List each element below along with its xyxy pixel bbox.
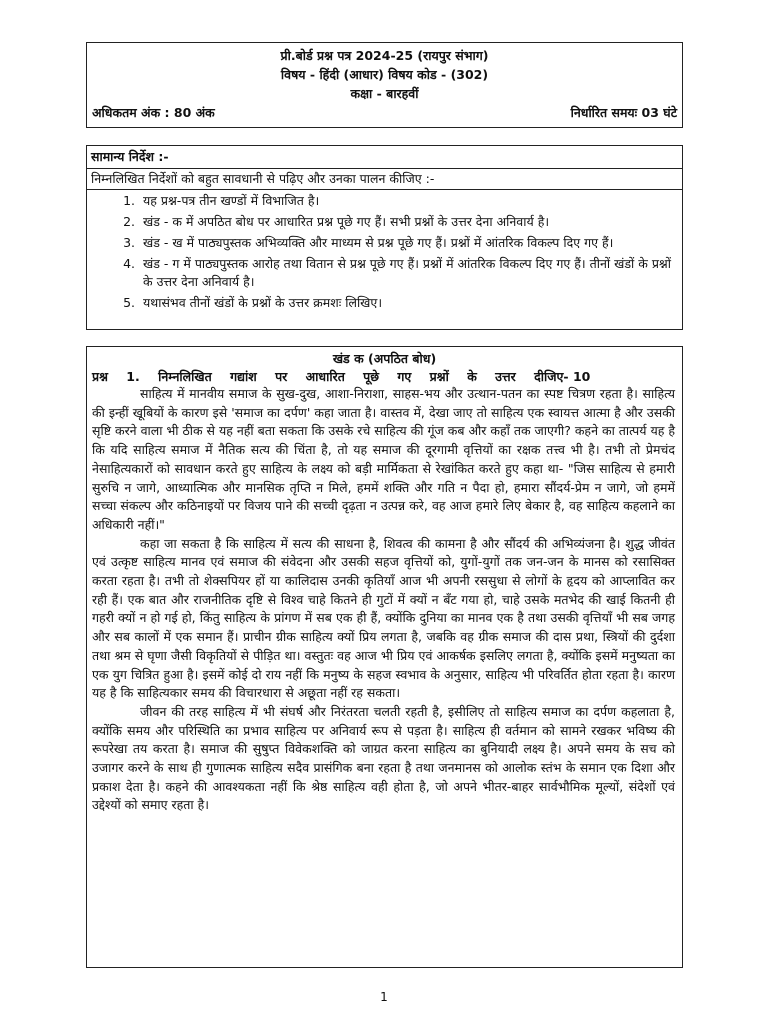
time-allowed: निर्धारित समयः 03 घंटे bbox=[570, 105, 677, 120]
instruction-item: 3. खंड - ख में पाठ्यपुस्तक अभिव्यक्ति और माध्यम से प्रश्न पूछे गए हैं। प्रश्नों में आंतरिक विकल्प दिए गए हैं। bbox=[139, 234, 674, 252]
subject-line: विषय - हिंदी (आधार) विषय कोड - (302) bbox=[280, 67, 489, 82]
exam-title: प्री.बोर्ड प्रश्न पत्र 2024-25 (रायपुर संभाग) bbox=[280, 48, 489, 63]
passage-paragraph: साहित्य में मानवीय समाज के सुख-दुख, आशा-निराशा, साहस-भय और उत्थान-पतन का स्पष्ट चित्रण रहता है। साहित्य की इन्हीं खूबियों के कारण इसे 'समाज का दर्पण' कहा जाता है। वास्तव में, देखा जाए तो साहित्य एक स्वायत्त आत्मा है और उसकी सृष्टि करने वाला भी ठीक से यह नहीं बता सकता कि उसके रचे साहित्य की गूंज कब और कहाँ तक जाएगी? कहने का तात्पर्य यह है कि यदि साहित्य समाज में नैतिक सत्य की चिंता है, तो यह समाज की दूरगामी वृत्तियों का रक्षक तत्त्व भी है। तभी तो प्रेमचंद नेसाहित्यकारों को सावधान करते हुए साहित्य के लक्ष्य को बड़ी मार्मिकता से रेखांकित करते हुए कहा था- "जिस साहित्य से हमारी सुरुचि न जागे, आध्यात्मिक और मानसिक तृप्ति न मिले, हममें शक्ति और गति न पैदा हो, हमारा सौंदर्य-प्रेम न जागे, जो हममें सच्चा संकल्प और कठिनाइयों पर विजय पाने की सच्ची दृढ़ता न उत्पन्न करे, वह आज हमारे लिए बेकार है, वह साहित्य कहलाने का अधिकारी नहीं।" bbox=[92, 386, 675, 532]
instructions-list bbox=[87, 192, 682, 312]
max-marks: अधिकतम अंक : 80 अंक bbox=[92, 105, 215, 120]
general-instructions-box bbox=[86, 145, 683, 330]
question-marks: 10 bbox=[572, 369, 591, 384]
question-text: प्रश्न 1. निम्नलिखित गद्यांश पर आधारित पूछे गए प्रश्नों के उत्तर दीजिए- bbox=[92, 369, 569, 384]
section-heading: खंड क (अपठित बोध) bbox=[332, 351, 437, 366]
exam-header-box bbox=[86, 42, 683, 128]
instructions-intro: निम्नलिखित निर्देशों को बहुत सावधानी से पढ़िए और उनका पालन कीजिए :- bbox=[87, 169, 682, 190]
section-a-box bbox=[86, 346, 683, 968]
question-1 bbox=[87, 368, 682, 385]
instructions-title: सामान्य निर्देश :- bbox=[87, 146, 682, 169]
instruction-item: 5. यथासंभव तीनों खंडों के प्रश्नों के उत्तर क्रमशः लिखिए। bbox=[139, 294, 674, 312]
instruction-item: 1. यह प्रश्न-पत्र तीन खण्डों में विभाजित है। bbox=[139, 192, 674, 210]
class-line: कक्षा - बारहवीं bbox=[350, 86, 419, 101]
page-number: 1 bbox=[380, 990, 388, 1004]
passage-paragraph: जीवन की तरह साहित्य में भी संघर्ष और निरंतरता चलती रहती है, इसीलिए तो साहित्य समाज का दर्पण कहलाता है, क्योंकि समय और परिस्थिति का प्रभाव साहित्य पर अनिवार्य रूप से पड़ता है। साहित्य ही वर्तमान को सामने रखकर भविष्य की रूपरेखा तय करता है। समाज की सुषुप्त विवेकशक्ति को जाग्रत करना साहित्य का बुनियादी लक्ष्य है। अपने समय के सच को उजागर करने के साथ ही गुणात्मक साहित्य सदैव प्रासंगिक बना रहता है तथा जनमानस को आलोक स्तंभ के समान एक दिशा और प्रकाश देता है। कहने की आवश्यकता नहीं कि श्रेष्ठ साहित्य वही होता है, जो अपने भीतर-बाहर सार्वभौमिक मूल्यों, संदेशों एवं उद्देश्यों को समाए रहता है। bbox=[92, 703, 675, 813]
instruction-item: 4. खंड - ग में पाठ्यपुस्तक आरोह तथा वितान से प्रश्न पूछे गए हैं। प्रश्नों में आंतरिक विकल्प दिए गए हैं। तीनों खंडों के प्रश्नों के उत्तर देना अनिवार्य है। bbox=[139, 255, 674, 291]
instruction-item: 2. खंड - क में अपठित बोध पर आधारित प्रश्न पूछे गए हैं। सभी प्रश्नों के उत्तर देना अनिवार्य है। bbox=[139, 213, 674, 231]
marks-time-row bbox=[87, 103, 682, 122]
passage-paragraph: कहा जा सकता है कि साहित्य में सत्य की साधना है, शिवत्व की कामना है और सौंदर्य की अभिव्यंजना है। शुद्ध जीवंत एवं उत्कृष्ट साहित्य मानव एवं समाज की संवेदना और उसकी सहज वृत्तियों को, युगों-युगों तक जन-जन के मानस को रसासिक्त करता रहता है। तभी तो शेक्सपियर हों या कालिदास उनकी कृतियाँ आज भी अपनी रससुधा से लोगों के हृदय को आप्लावित कर रही हैं। एक बात और राजनीतिक दृष्टि से विश्व चाहे कितने ही गुटों में क्यों न बँट गया हो, चाहे उसके मतभेद की खाई कितनी ही गहरी क्यों न हो गई हो, किंतु साहित्य के प्रांगण में सब एक ही हैं, क्योंकि दुनिया का मानव एक है तथा उसकी वृत्तियाँ भी सब जगह और सब कालों में एक समान हैं। प्राचीन ग्रीक साहित्य क्यों प्रिय लगता है, जबकि वह ग्रीक समाज की दास प्रथा, स्त्रियों की दुर्दशा तथा श्रम से घृणा जैसी विकृतियों से पीड़ित था। वस्तुतः वह आज भी प्रिय एवं आकर्षक इसलिए लगता है, क्योंकि इसमें मनुष्यता का एक युग चित्रित हुआ है। इसमें कोई दो राय नहीं कि मनुष्य के सहज स्वभाव के अनुसार, साहित्य भी परिवर्तित होता रहता है। कारण यह है कि साहित्यकार समय की विचारधारा से अछूता नहीं रह सकता। bbox=[92, 535, 675, 701]
